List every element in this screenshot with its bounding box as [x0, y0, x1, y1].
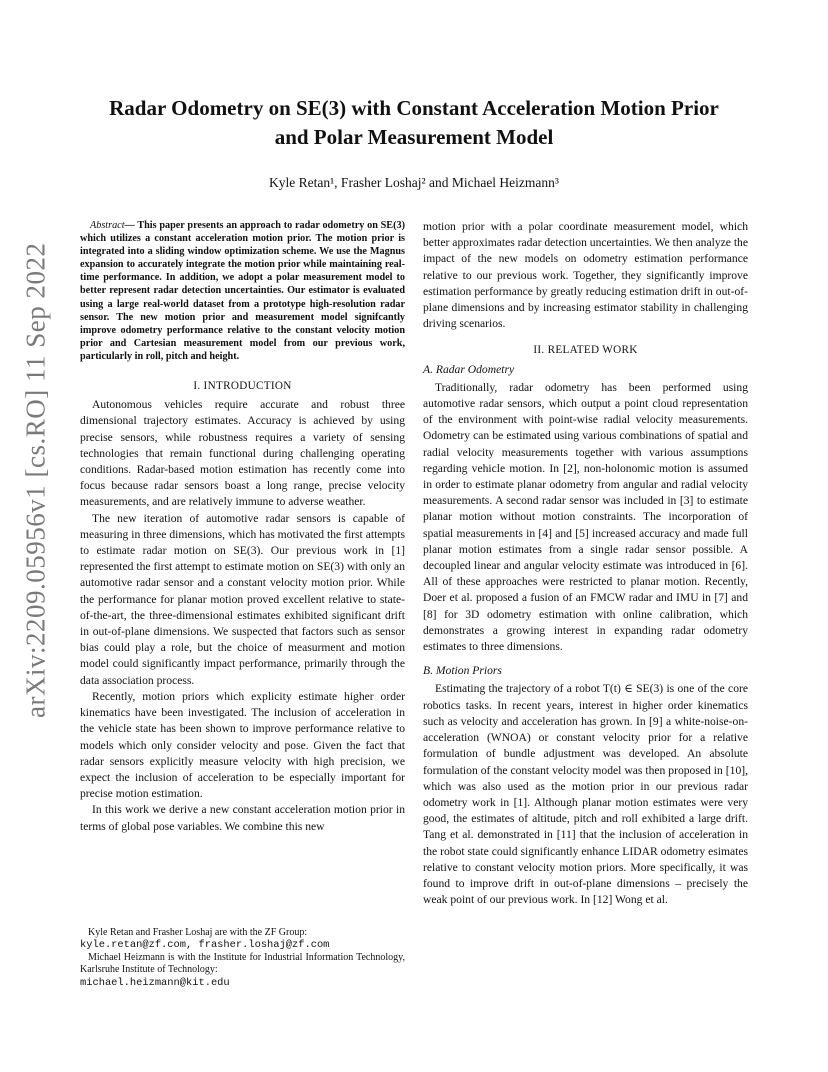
- intro-paragraph-2: The new iteration of automotive radar sensors is capable of measuring in three dimensions, which has motivated the first attempts to estimate radar motion on SE(3). Our previous work in [1] represented the first attempt to estimate motion on SE(3) with only an automotive radar sensor and a constant velocity motion prior. While the performance for planar motion proved excellent relative to state-of-the-art, the three-dimensional estimates exhibited significant drift in out-of-plane dimensions. We suspected that factors such as sensor bias could play a role, but the choice of measurment and motion model could significantly impact performance, primarily through the data association process.: [80, 511, 405, 687]
- subsection-radar-odometry: A. Radar Odometry: [423, 362, 515, 376]
- title-line-2: and Polar Measurement Model: [274, 125, 554, 149]
- section-heading-related-work: II. RELATED WORK: [533, 344, 638, 357]
- abstract: [80, 219, 405, 363]
- author-list: Kyle Retan¹, Frasher Loshaj² and Michael Heizmann³: [269, 175, 559, 190]
- motion-priors-paragraph: Estimating the trajectory of a robot T(t) ∈ SE(3) is one of the core robotics tasks. In recent years, interest in higher order kinematics such as velocity and acceleration has grown. In [9] a white-noise-on-acceleration (WNOA) or constant velocity prior for a relative formulation of bundle adjustment was developed. An absolute formulation of the constant velocity model was then proposed in [10], which was also used as the motion prior in our previous radar odometry work in [1]. Although planar motion estimates were very good, the estimates of altitude, pitch and roll exhibited a large drift. Tang et al. demonstrated in [11] that the inclusion of acceleration in the robot state could significantly enhance LIDAR odometry esimates relative to constant velocity motion priors. More specifically, it was found to improve drift in out-of-plane dimensions – precisely the weak point of our previous work. In [12] Wong et al.: [423, 682, 748, 907]
- arxiv-identifier: arXiv:2209.05956v1 [cs.RO] 11 Sep 2022: [20, 242, 51, 718]
- intro-paragraph-5: motion prior with a polar coordinate measurement model, which better approximates radar detection uncertainties. We then analyze the impact of the new models on odometry estimation performance relative to our previous work. Together, they significantly improve estimation performance by greatly reducing estimation drift in out-of-plane dimensions and by increasing estimator stability in challenging driving scenarios.: [423, 220, 748, 331]
- footnote-2: [80, 952, 405, 989]
- intro-paragraph-1: Autonomous vehicles require accurate and robust three dimensional trajectory estimates. Accuracy is achieved by using precise sensors, while robustness requires a variety of sensing technologies that remain functional during challenging operating conditions. Radar-based motion estimation has recently come into focus because radar sensors boast a long range, precise velocity measurements, and are relatively immune to adverse weather.: [80, 398, 405, 509]
- right-column: [423, 219, 748, 908]
- intro-paragraph-3: Recently, motion priors which explicity estimate higher order kinematics have been investigated. The inclusion of acceleration in the vehicle state has been shown to improve performance relative to models which only consider velocity and pose. Given the fact that radar sensors explicitly measure velocity with high precision, we expect the inclusion of acceleration to be especially important for precise motion estimation.: [80, 689, 405, 801]
- footnotes: [80, 927, 405, 989]
- left-column: [80, 219, 405, 835]
- subsection-motion-priors: B. Motion Priors: [423, 664, 502, 678]
- title-line-1: Radar Odometry on SE(3) with Constant Acceleration Motion Prior: [109, 96, 719, 120]
- footnote-1: [80, 927, 405, 952]
- footnote-1-emails: kyle.retan@zf.com, frasher.loshaj@zf.com: [80, 939, 330, 952]
- footnote-2-email: michael.heizmann@kit.edu: [80, 976, 230, 989]
- section-heading-introduction: I. INTRODUCTION: [193, 380, 292, 393]
- abstract-text: — This paper presents an approach to radar odometry on SE(3) which utilizes a constant acceleration motion prior. The motion prior is integrated into a sliding window optimization scheme. We use the Magnus expansion to accurately integrate the motion prior while maintaining real-time performance. In addition, we adopt a polar measurement model to better represent radar detection uncertainties. Our estimator is evaluated using a large real-world dataset from a prototype high-resolution radar sensor. The new motion prior and measurement model signifcantly improve odometry performance relative to the constant velocity motion prior and Cartesian measurement model from our previous work, particularly in roll, pitch and height.: [80, 220, 405, 362]
- intro-paragraph-4: In this work we derive a new constant acceleration motion prior in terms of global pose variables. We combine this new: [80, 803, 405, 833]
- footnote-2-text: Michael Heizmann is with the Institute for Industrial Information Technology, Karlsruhe Institute of Technology:: [80, 951, 405, 976]
- paper-title: [70, 94, 758, 152]
- radar-odometry-paragraph: Traditionally, radar odometry has been performed using automotive radar sensors, which output a point cloud representation of the environment with point-wise radial velocity measurements. Odometry can be estimated using various combinations of spatial and radial velocity measurements together with various assumptions regarding vehicle motion. In [2], non-holonomic motion is assumed in order to estimate planar odometry from angular and radial velocity measurements. A second radar sensor was included in [3] to estimate planar motion without motion constraints. The incorporation of spatial measurements in [4] and [5] increased accuracy and made full planar motion estimates from a single radar sensor possible. A decoupled linear and angular velocity estimate was introduced in [6]. All of these approaches were restricted to planar motion. Recently, Doer et al. proposed a fusion of an FMCW radar and IMU in [7] and [8] for 3D odometry estimation with online calibration, which demonstrates a growing interest in expanding radar odometry estimates to three dimensions.: [423, 380, 748, 654]
- abstract-lead: Abstract: [90, 220, 125, 231]
- footnote-1-text: Kyle Retan and Frasher Loshaj are with the ZF Group:: [88, 927, 308, 938]
